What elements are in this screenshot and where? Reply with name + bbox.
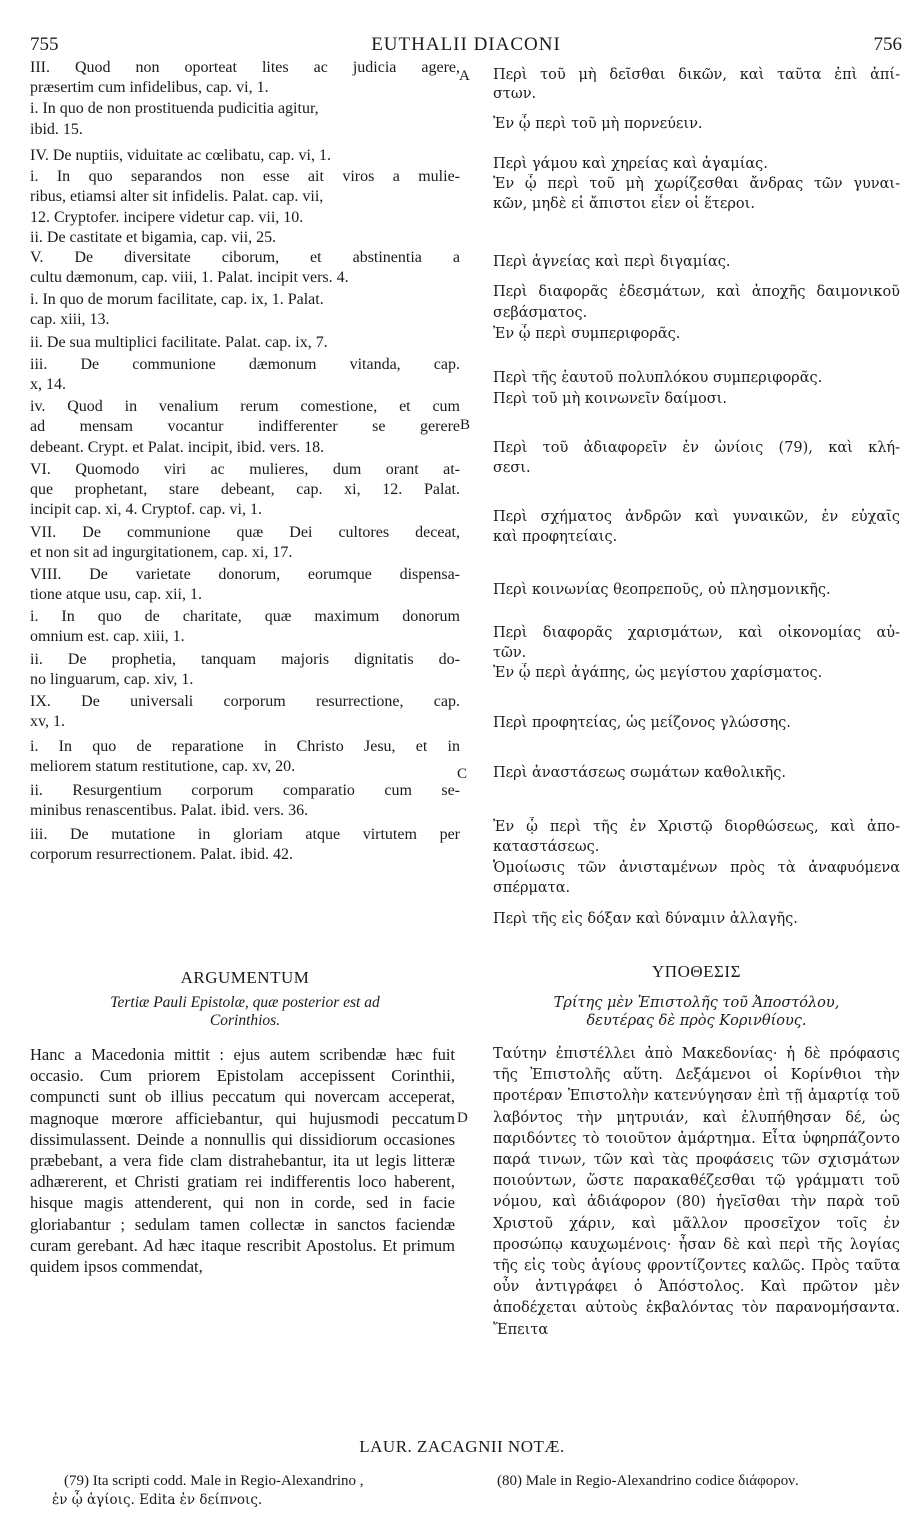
greek-chapter-line: Περὶ τοῦ μὴ κοινωνεῖν δαίμοσι.: [493, 391, 727, 407]
latin-chapter-line: que prophetant, stare debeant, cap. xi, 12. Palat.: [30, 481, 460, 498]
greek-chapter-line: Ἐν ᾧ περὶ τῆς ἐν Χριστῷ διορθώσεως, καὶ ἀπο-: [493, 819, 900, 835]
greek-chapter-line: Περὶ ἀναστάσεως σωμάτων καθολικῆς.: [493, 765, 786, 781]
latin-chapter-line: ibid. 15.: [30, 121, 83, 138]
greek-chapter-line: σεσι.: [493, 460, 531, 476]
greek-chapter-line: Περὶ τοῦ ἀδιαφορεῖν ἐν ὠνίοις (79), καὶ κλή-: [493, 440, 900, 456]
greek-chapter-line: Περὶ διαφορᾶς ἐδεσμάτων, καὶ ἀποχῆς δαιμονικοῦ: [493, 284, 900, 300]
latin-argument-heading: ARGUMENTUM: [180, 968, 310, 987]
greek-chapter-line: Περὶ σχήματος ἀνδρῶν καὶ γυναικῶν, ἐν εὐχαῖς: [493, 509, 900, 525]
latin-chapter-line: meliorem statum restitutione, cap. xv, 20.: [30, 758, 296, 775]
latin-argument-text: Hanc a Macedonia mittit : ejus autem scribendæ hæc fuit occasio. Cum priorem Epistolam accepissent Corinthii, compuncti sunt ob illius peccatum qui novercam acceperat, magnoque mœrore afficiebantur, qui hujusmodi peccatum dissimulassent. Deinde a nonnullis qui dissidiorum occasiones præbebant, a vera fide clam distrahebantur, ita ut legis litteræ adhærerent, et Christi gratiam rei indifferentis loco haberent, hisque magis attenderent, qui non in corde, sed in facie gloriabantur ; sedulam tamen collectæ in sanctos faciendæ curam gerebant. Ad hæc itaque rescribit Apostolus. Et primum quidem ipsos commendat,: [30, 1045, 455, 1277]
latin-chapter-line: ad mensam vocantur indifferenter se gerere: [30, 418, 460, 435]
greek-chapter-line: Περὶ τῆς ἑαυτοῦ πολυπλόκου συμπεριφορᾶς.: [493, 370, 823, 386]
latin-chapter-line: ii. Resurgentium corporum comparatio cum se-: [30, 782, 460, 799]
margin-marker-b: B: [460, 417, 471, 433]
latin-chapter-line: x, 14.: [30, 376, 66, 393]
greek-chapter-line: σεβάσματος.: [493, 305, 588, 321]
greek-chapter-line: Περὶ ἁγνείας καὶ περὶ διγαμίας.: [493, 254, 731, 270]
greek-chapter-line: Περὶ προφητείας, ὡς μείζονος γλώσσης.: [493, 715, 791, 731]
greek-argument-subtitle-2: δευτέρας δὲ πρὸς Κορινθίους.: [586, 1013, 807, 1029]
footnote-79-line-1: (79) Ita scripti codd. Male in Regio-Alexandrino ,: [64, 1473, 364, 1489]
margin-marker-a: A: [459, 68, 470, 84]
latin-chapter-line: ii. De sua multiplici facilitate. Palat. cap. ix, 7.: [30, 334, 328, 351]
latin-chapter-line: VIII. De varietate donorum, eorumque dispensa-: [30, 566, 460, 583]
latin-chapter-line: tione atque usu, cap. xii, 1.: [30, 586, 202, 603]
greek-chapter-line: Ἐν ᾧ περὶ τοῦ μὴ χωρίζεσθαι ἄνδρας τῶν γυναι-: [493, 176, 900, 192]
greek-chapter-line: Ἐν ᾧ περὶ τοῦ μὴ πορνεύειν.: [493, 116, 703, 132]
latin-chapter-line: incipit cap. xi, 4. Cryptof. cap. vi, 1.: [30, 501, 262, 518]
latin-chapter-line: iii. De communione dæmonum vitanda, cap.: [30, 356, 460, 373]
greek-chapter-line: κῶν, μηδὲ εἰ ἄπιστοι εἶεν οἱ ἕτεροι.: [493, 196, 755, 212]
latin-chapter-line: minibus renascentibus. Palat. ibid. vers. 36.: [30, 802, 309, 819]
footnote-80: (80) Male in Regio-Alexandrino codice διάφορον.: [497, 1473, 799, 1489]
latin-chapter-line: ii. De prophetia, tanquam majoris dignitatis do-: [30, 651, 460, 668]
latin-chapter-line: cap. xiii, 13.: [30, 311, 110, 328]
latin-chapter-line: debeant. Crypt. et Palat. incipit, ibid. vers. 18.: [30, 439, 325, 456]
latin-chapter-line: ii. De castitate et bigamia, cap. vii, 25.: [30, 229, 277, 246]
latin-chapter-line: ribus, etiamsi alter sit infidelis. Palat. cap. vii,: [30, 188, 324, 205]
right-page-number: 756: [873, 34, 902, 55]
greek-chapter-line: στων.: [493, 86, 537, 102]
latin-chapter-line: V. De diversitate ciborum, et abstinentia a: [30, 249, 460, 266]
greek-chapter-line: Περὶ τῆς εἰς δόξαν καὶ δύναμιν ἀλλαγῆς.: [493, 911, 798, 927]
left-page-number: 755: [30, 34, 59, 55]
latin-chapter-line: i. In quo separandos non esse ait viros a mulie-: [30, 168, 460, 185]
running-title: EUTHALII DIACONI: [371, 34, 561, 55]
latin-chapter-line: III. Quod non oporteat lites ac judicia agere,: [30, 59, 460, 76]
notes-title: LAUR. ZACAGNII NOTÆ.: [359, 1437, 565, 1456]
latin-chapter-line: et non sit ad ingurgitationem, cap. xi, 17.: [30, 544, 293, 561]
greek-chapter-line: σπέρματα.: [493, 880, 571, 896]
greek-chapter-line: Περὶ τοῦ μὴ δεῖσθαι δικῶν, καὶ ταῦτα ἐπὶ ἀπί-: [493, 67, 900, 83]
latin-chapter-line: cultu dæmonum, cap. viii, 1. Palat. incipit vers. 4.: [30, 269, 349, 286]
greek-chapter-line: καταστάσεως.: [493, 839, 600, 855]
latin-chapter-line: no linguarum, cap. xiv, 1.: [30, 671, 194, 688]
latin-chapter-line: corporum resurrectionem. Palat. ibid. 42.: [30, 846, 294, 863]
footnote-79-line-2: ἐν ᾧ ἁγίοις. Edita ἐν δείπνοις.: [52, 1492, 263, 1508]
latin-chapter-line: iii. De mutatione in gloriam atque virtutem per: [30, 826, 460, 843]
greek-chapter-line: τῶν.: [493, 645, 527, 661]
greek-chapter-line: Ἐν ᾧ περὶ συμπεριφορᾶς.: [493, 326, 681, 342]
latin-chapter-line: VI. Quomodo viri ac mulieres, dum orant at-: [30, 461, 460, 478]
page-header: [30, 34, 902, 58]
latin-chapter-line: i. In quo de morum facilitate, cap. ix, 1. Palat.: [30, 291, 324, 308]
latin-chapter-line: i. In quo de reparatione in Christo Jesu, et in: [30, 738, 460, 755]
greek-chapter-line: Ὁμοίωσις τῶν ἀνισταμένων πρὸς τὰ ἀναφυόμενα: [493, 860, 900, 876]
latin-chapter-line: IX. De universali corporum resurrectione, cap.: [30, 693, 460, 710]
latin-chapter-line: omnium est. cap. xiii, 1.: [30, 628, 185, 645]
greek-chapter-line: καὶ προφητείαις.: [493, 529, 618, 545]
latin-chapter-line: iv. Quod in venalium rerum comestione, et cum: [30, 398, 460, 415]
latin-chapter-line: i. In quo de non prostituenda pudicitia agitur,: [30, 100, 319, 117]
greek-argument-text: Ταύτην ἐπιστέλλει ἀπὸ Μακεδονίας· ἡ δὲ πρόφασις τῆς Ἐπιστολῆς αὕτη. Δεξάμενοι οἱ Κορίνθιοι τὴν προτέραν Ἐπιστολὴν κατενύγησαν ἐπὶ τῇ ἁμαρτίᾳ τοῦ λαβόντος τὴν μητρυιάν, καὶ ἐλυπήθησαν δέ, ὡς παριδόντες τὸ τοιοῦτον ἁμάρτημα. Εἶτα ὑφηρπάζοντο παρά τινων, τῶν καὶ τὰς προφάσεις τῶν σχισμάτων ποιούντων, ὥστε παρακαθέζεσθαι τῷ γράμματι τοῦ νόμου, καὶ ἀδιάφορον (80) ἡγεῖσθαι τὴν παρὰ τοῦ Χριστοῦ χάριν, καὶ μᾶλλον προσεῖχον τοῖς ἐν προσώπῳ καυχωμένοις· ἦσαν δὲ καὶ περὶ τῆς λογίας τῆς εἰς τοὺς ἁγίους φροντίζοντες καλῶς. Πρὸς ταῦτα οὖν ἀντιγράφει ὁ Ἀπόστολος. Καὶ πρῶτον μὲν ἀποδέχεται αὐτοὺς ἐκβαλόντας τὸν παρανομήσαντα. Ἔπειτα: [493, 1046, 900, 1338]
latin-chapter-line: IV. De nuptiis, viduitate ac cœlibatu, cap. vi, 1.: [30, 147, 331, 164]
latin-chapter-line: præsertim cum infidelibus, cap. vi, 1.: [30, 79, 269, 96]
margin-marker-d: D: [457, 1110, 468, 1126]
latin-argument-subtitle-1: Tertiæ Pauli Epistolæ, quæ posterior est ad: [110, 994, 380, 1011]
greek-argument-heading: ΥΠΟΘΕΣΙΣ: [652, 962, 741, 981]
greek-chapter-line: Ἐν ᾧ περὶ ἀγάπης, ὡς μεγίστου χαρίσματος.: [493, 665, 823, 681]
greek-argument-subtitle-1: Τρίτης μὲν Ἐπιστολῆς τοῦ Ἀποστόλου,: [553, 995, 840, 1011]
greek-chapter-line: Περὶ διαφορᾶς χαρισμάτων, καὶ οἰκονομίας αὐ-: [493, 625, 900, 641]
greek-chapter-line: Περὶ κοινωνίας θεοπρεποῦς, οὐ πλησμονικῆς.: [493, 582, 831, 598]
latin-chapter-line: i. In quo de charitate, quæ maximum donorum: [30, 608, 460, 625]
latin-chapter-line: xv, 1.: [30, 713, 65, 730]
latin-chapter-line: 12. Cryptofer. incipere videtur cap. vii, 10.: [30, 209, 304, 226]
latin-argument-subtitle-2: Corinthios.: [209, 1012, 281, 1029]
latin-chapter-line: VII. De communione quæ Dei cultores deceat,: [30, 524, 460, 541]
margin-marker-c: C: [457, 766, 468, 782]
greek-chapter-line: Περὶ γάμου καὶ χηρείας καὶ ἀγαμίας.: [493, 156, 768, 172]
